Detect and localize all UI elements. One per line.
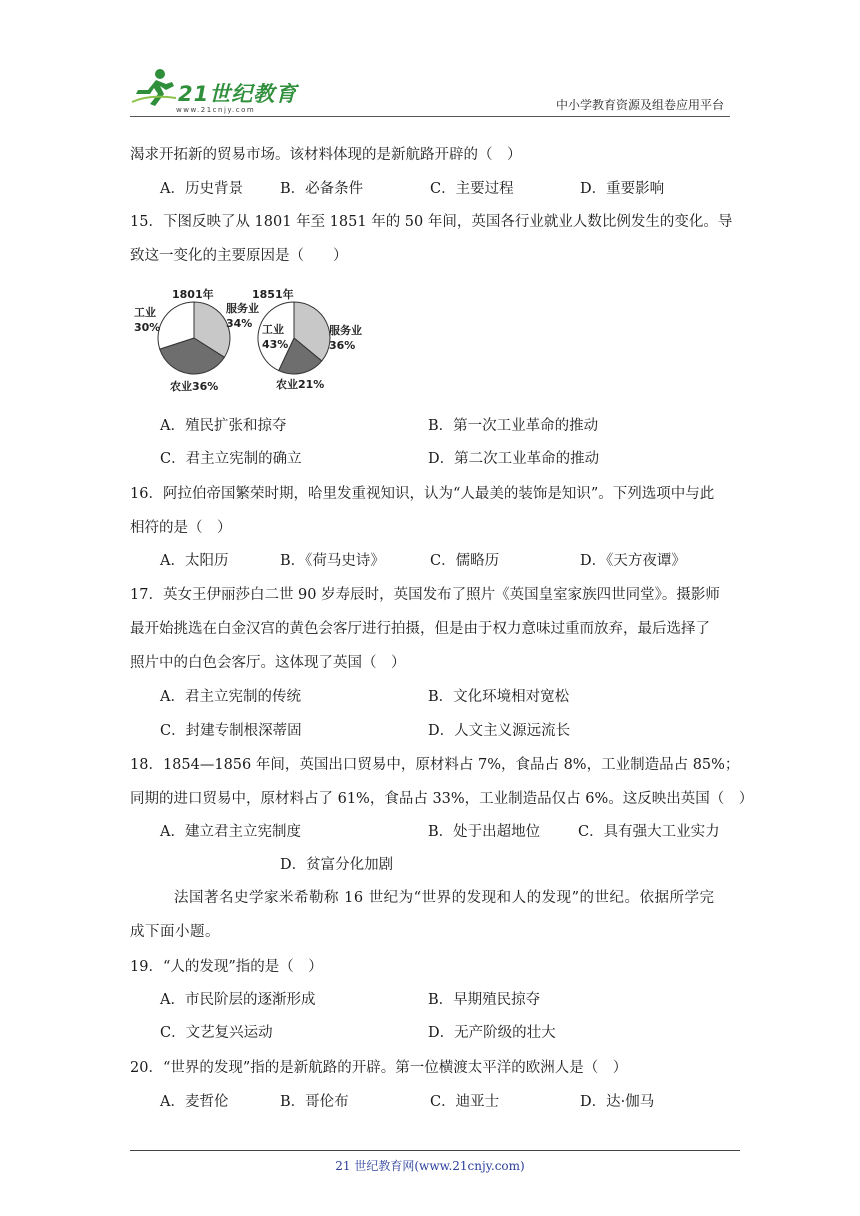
q17-option-a[interactable]: A．君主立宪制的传统 xyxy=(160,689,301,705)
q16-option-c[interactable]: C．儒略历 xyxy=(430,553,500,569)
q14-option-b[interactable]: B．必备条件 xyxy=(280,181,364,197)
q18-stem-line2: 同期的进口贸易中，原材料占了 61%，食品占 33%，工业制造品仅占 6%。这反映出英国（ ） xyxy=(130,791,754,807)
pie-1801-title: 1801年 xyxy=(172,288,214,301)
logo-text: 21世纪教育 xyxy=(178,82,298,106)
q19-option-b[interactable]: B．早期殖民掠夺 xyxy=(428,992,541,1008)
q18-option-d[interactable]: D．贫富分化加剧 xyxy=(280,857,394,873)
q20-option-b[interactable]: B．哥伦布 xyxy=(280,1094,349,1110)
q17-stem-line1: 17．英女王伊丽莎白二世 90 岁寿辰时，英国发布了照片《英国皇室家族四世同堂》。摄影师 xyxy=(130,587,720,603)
platform-title: 中小学教育资源及组卷应用平台 xyxy=(555,98,724,112)
footer-text[interactable]: 21 世纪教育网(www.21cnjy.com) xyxy=(335,1159,525,1173)
q14-tail-text: 渴求开拓新的贸易市场。该材料体现的是新航路开辟的（ ） xyxy=(130,147,522,163)
pie-1801-label-agriculture: 农业36% xyxy=(170,380,219,393)
q18-stem-line1: 18．1854—1856 年间，英国出口贸易中，原材料占 7%，食品占 8%，工业制造品占 85%； xyxy=(130,757,740,773)
material-line1: 法国著名史学家米希勒称 16 世纪为“世界的发现和人的发现”的世纪。依据所学完 xyxy=(174,890,715,906)
q17-option-d[interactable]: D．人文主义源远流长 xyxy=(428,723,571,739)
q16-stem-line1: 16．阿拉伯帝国繁荣时期，哈里发重视知识，认为“人最美的装饰是知识”。下列选项中与此 xyxy=(130,486,715,502)
q15-stem-line1: 15．下图反映了从 1801 年至 1851 年的 50 年间，英国各行业就业人数比例发生的变化。导 xyxy=(130,214,733,230)
material-line2: 成下面小题。 xyxy=(130,924,220,940)
q20-option-c[interactable]: C．迪亚士 xyxy=(430,1094,500,1110)
pie-1801-label-industry-pct: 30% xyxy=(134,321,161,334)
q17-stem-line2: 最开始挑选在白金汉宫的黄色会客厅进行拍摄，但是由于权力意味过重而放弃，最后选择了 xyxy=(130,621,710,637)
q18-option-a[interactable]: A．建立君主立宪制度 xyxy=(160,824,301,840)
q18-option-b[interactable]: B．处于出超地位 xyxy=(428,824,541,840)
pie-1851-label-industry-name: 工业 xyxy=(262,323,284,336)
q19-option-c[interactable]: C．文艺复兴运动 xyxy=(160,1025,273,1041)
pie-1851-label-industry-pct: 43% xyxy=(262,338,289,351)
q17-option-c[interactable]: C．封建专制根深蒂固 xyxy=(160,723,302,739)
q15-option-a[interactable]: A．殖民扩张和掠夺 xyxy=(160,418,287,434)
runner-icon xyxy=(130,68,178,108)
page-header xyxy=(130,60,740,120)
header-divider xyxy=(130,116,730,117)
q18-option-c[interactable]: C．具有强大工业实力 xyxy=(578,824,720,840)
q16-option-b[interactable]: B．《荷马史诗》 xyxy=(280,553,385,569)
q19-option-a[interactable]: A．市民阶层的逐渐形成 xyxy=(160,992,316,1008)
logo-url: www.21cnjy.com xyxy=(176,106,256,114)
employment-pie-charts xyxy=(130,286,390,396)
pie-1851-label-agriculture: 农业21% xyxy=(276,378,325,391)
pie-1851-title: 1851年 xyxy=(252,288,294,301)
pie-1801-label-service-name: 服务业 xyxy=(226,302,259,315)
q15-option-c[interactable]: C．君主立宪制的确立 xyxy=(160,451,302,467)
q14-option-a[interactable]: A．历史背景 xyxy=(160,181,243,197)
q19-stem: 19．“人的发现”指的是（ ） xyxy=(130,959,323,975)
q19-option-d[interactable]: D．无产阶级的壮大 xyxy=(428,1025,556,1041)
q14-option-d[interactable]: D．重要影响 xyxy=(580,181,665,197)
q20-option-a[interactable]: A．麦哲伦 xyxy=(160,1094,229,1110)
footer-divider xyxy=(130,1150,740,1151)
q15-stem-line2: 致这一变化的主要原因是（ ） xyxy=(130,248,348,264)
pie-1851-label-service-name: 服务业 xyxy=(329,324,362,337)
q17-option-b[interactable]: B．文化环境相对宽松 xyxy=(428,689,570,705)
q16-option-a[interactable]: A．太阳历 xyxy=(160,553,229,569)
site-logo[interactable] xyxy=(130,68,300,118)
q16-stem-line2: 相符的是（ ） xyxy=(130,520,232,536)
q15-option-d[interactable]: D．第二次工业革命的推动 xyxy=(428,451,600,467)
q16-option-d[interactable]: D．《天方夜谭》 xyxy=(580,553,686,569)
q20-option-d[interactable]: D．达·伽马 xyxy=(580,1094,655,1110)
pie-1851-label-service-pct: 36% xyxy=(329,339,356,352)
q14-option-c[interactable]: C．主要过程 xyxy=(430,181,514,197)
q17-stem-line3: 照片中的白色会客厅。这体现了英国（ ） xyxy=(130,655,406,671)
pie-1801 xyxy=(158,302,230,374)
q20-stem: 20．“世界的发现”指的是新航路的开辟。第一位横渡太平洋的欧洲人是（ ） xyxy=(130,1060,628,1076)
pie-1801-label-industry-name: 工业 xyxy=(134,306,156,319)
q15-option-b[interactable]: B．第一次工业革命的推动 xyxy=(428,418,599,434)
pie-1801-label-service-pct: 34% xyxy=(226,317,253,330)
